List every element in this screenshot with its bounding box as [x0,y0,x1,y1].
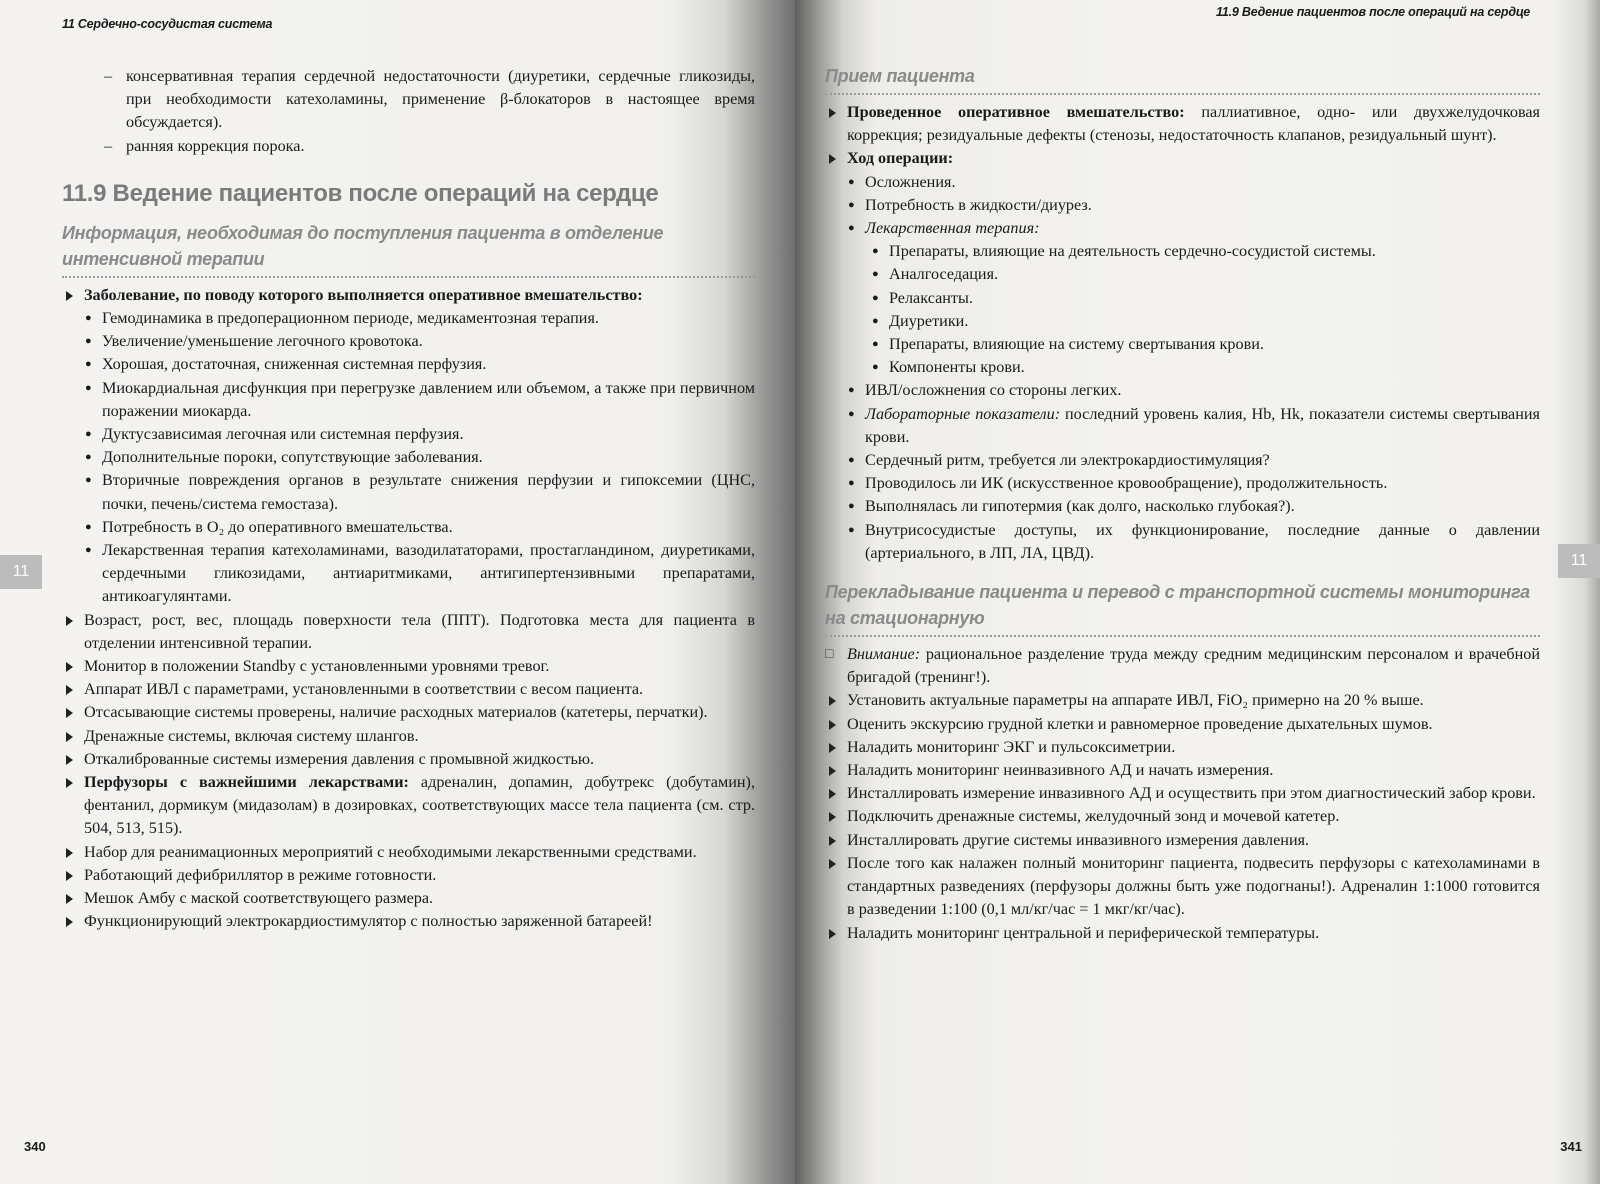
disease-heading [62,284,755,307]
lab-label: Лабораторные показатели: [865,404,1061,423]
drug-items [871,240,1540,379]
list-item: ● Увеличение/уменьшение легочного кровотока. [84,330,755,353]
list-item: Дренажные системы, включая систему шлангов. [62,725,755,748]
list-item: ● Вторичные повреждения органов в результате снижения перфузии и гипоксемии (ЦНС, почки, печень/система гемостаза). [84,469,755,515]
transfer-list [825,643,1540,945]
list-item: ● Сердечный ритм, требуется ли электрокардиостимуляция? [847,449,1540,472]
right-running-head: 11.9 Ведение пациентов после операций на сердце [1216,5,1530,19]
list-item: ● Проводилось ли ИК (искусственное кровообращение), продолжительность. [847,472,1540,495]
list-item: После того как налажен полный мониторинг пациента, подвесить перфузоры с катехоламинами в стандартных разведениях (перфузоры должны быть уже подогнаны!). Адреналин 1:1000 готовится в разведении 1:100 (0,1 мл/кг/час = 1 мкг/кг/час). [825,852,1540,922]
drug-therapy-label: Лекарственная терапия: [865,219,1040,238]
list-item: ● Выполнялась ли гипотермия (как долго, насколько глубокая?). [847,495,1540,518]
pre-admission-list [62,284,755,307]
disease-heading-text: Заболевание, по поводу которого выполняется оперативное вмешательство: [84,285,643,304]
list-item: ● Компоненты крови. [871,356,1540,379]
list-item: ● ИВЛ/осложнения со стороны легких. [847,379,1540,402]
perfusor-text: адреналин, допамин, добутрекс (добутамин), фентанил, дормикум (мидазолам) в дозировках, соответствующих массе тела пациента (см. стр. 504, 513, 515). [84,773,755,838]
perfusor-label: Перфузоры с важнейшими лекарствами: [84,773,409,792]
list-item: Инсталлировать другие системы инвазивного измерения давления. [825,829,1540,852]
chapter-tab-left: 11 [0,555,42,589]
list-item: – ранняя коррекция порока. [104,135,755,158]
list-item: ● Препараты, влияющие на деятельность сердечно-сосудистой системы. [871,240,1540,263]
list-item: ● Внутрисосудистые доступы, их функционирование, последние данные о давлении (артериального, в ЛП, ЛА, ЦВД). [847,519,1540,565]
list-item: ● Диуретики. [871,310,1540,333]
right-page [795,0,1600,1184]
list-item: Наладить мониторинг ЭКГ и пульсоксиметрии. [825,736,1540,759]
list-item: ● Лекарственная терапия катехоламинами, вазодилататорами, простагландином, диуретиками, сердечными гликозидами, антиаритмиками, антигипертензивными препаратами, антикоагулянтами. [84,539,755,609]
course-label: Ход операции: [847,149,954,168]
page-number-right: 341 [1560,1139,1582,1154]
preparation-list [62,609,755,934]
section-title: 11.9 Ведение пациентов после операций на сердце [62,179,659,207]
list-item: ● Хорошая, достаточная, сниженная системная перфузия. [84,353,755,376]
subheading-transfer: Перекладывание пациента и перевод с транспортной системы мониторинга на стационарную [825,579,1540,637]
chapter-tab-right: 11 [1558,544,1600,578]
list-item: Наладить мониторинг неинвазивного АД и начать измерения. [825,759,1540,782]
list-item: ● Релаксанты. [871,287,1540,310]
list-item: Инсталлировать измерение инвазивного АД и осуществить при этом диагностический забор крови. [825,782,1540,805]
intro-list [104,65,755,158]
perfusor-item [62,771,755,841]
list-item: Аппарат ИВЛ с параметрами, установленными в соответствии с весом пациента. [62,678,755,701]
list-item: Подключить дренажные системы, желудочный зонд и мочевой катетер. [825,805,1540,828]
intervention-label: Проведенное оперативное вмешательство: [847,103,1185,121]
list-item: ● Потребность в жидкости/диурез. [847,194,1540,217]
list-item: ● Дополнительные пороки, сопутствующие заболевания. [84,446,755,469]
list-item: Откалиброванные системы измерения давления с промывной жидкостью. [62,748,755,771]
attention-label: Внимание: [847,645,921,664]
list-item: ● Осложнения. [847,171,1540,194]
list-item: Возраст, рост, вес, площадь поверхности тела (ППТ). Подготовка места для пациента в отделении интенсивной терапии. [62,609,755,655]
list-item: Работающий дефибриллятор в режиме готовности. [62,864,755,887]
subheading-pre-admission: Информация, необходимая до поступления пациента в отделение интенсивной терапии [62,220,755,278]
list-item: Отсасывающие системы проверены, наличие расходных материалов (катетеры, перчатки). [62,701,755,724]
left-running-head: 11 Сердечно-сосудистая система [62,17,273,31]
list-item: ● Гемодинамика в предоперационном периоде, медикаментозная терапия. [84,307,755,330]
course-items [847,171,1540,565]
list-item: Набор для реанимационных мероприятий с необходимыми лекарственными средствами. [62,841,755,864]
list-item: Оценить экскурсию грудной клетки и равномерное проведение дыхательных шумов. [825,713,1540,736]
intervention-item [825,101,1540,147]
lab-text: последний уровень калия, Hb, Hk, показатели системы свертывания крови. [865,404,1540,446]
attention-text: рациональное разделение труда между средним медицинским персоналом и врачебной бригадой (тренинг!). [847,645,1540,687]
admission-list [825,101,1540,171]
drug-therapy-item [847,217,1540,379]
list-item: Мешок Амбу с маской соответствующего размера. [62,887,755,910]
list-item: Функционирующий электрокардиостимулятор с полностью заряженной батареей! [62,910,755,933]
page-number-left: 340 [24,1139,46,1154]
list-item: ● Препараты, влияющие на систему свертывания крови. [871,333,1540,356]
intervention-text: паллиативное, одно- или двухжелудочковая коррекция; резидуальные дефекты (стенозы, недостаточность клапанов, резидуальный шунт). [847,103,1541,145]
list-item: Монитор в положении Standby с установленными уровнями тревог. [62,655,755,678]
list-item: Наладить мониторинг центральной и периферической температуры. [825,922,1540,945]
disease-items [84,307,755,609]
attention-item [825,643,1540,689]
left-page [0,0,795,1184]
list-item: ● Миокардиальная дисфункция при перегрузке давлением или объемом, а также при первичном поражении миокарда. [84,377,755,423]
lab-item [847,403,1540,449]
subheading-admission: Прием пациента [825,63,1540,95]
course-heading [825,147,1540,170]
list-item: – консервативная терапия сердечной недостаточности (диуретики, сердечные гликозиды, при необходимости катехоламины, применение β-блокаторов в настоящее время обсуждается). [104,65,755,135]
list-item: ● Потребность в O₂ до оперативного вмешательства. [84,516,755,539]
list-item: Установить актуальные параметры на аппарате ИВЛ, FiO₂ примерно на 20 % выше. [825,689,1540,712]
list-item: ● Аналгоседация. [871,263,1540,286]
list-item: ● Дуктусзависимая легочная или системная перфузия. [84,423,755,446]
